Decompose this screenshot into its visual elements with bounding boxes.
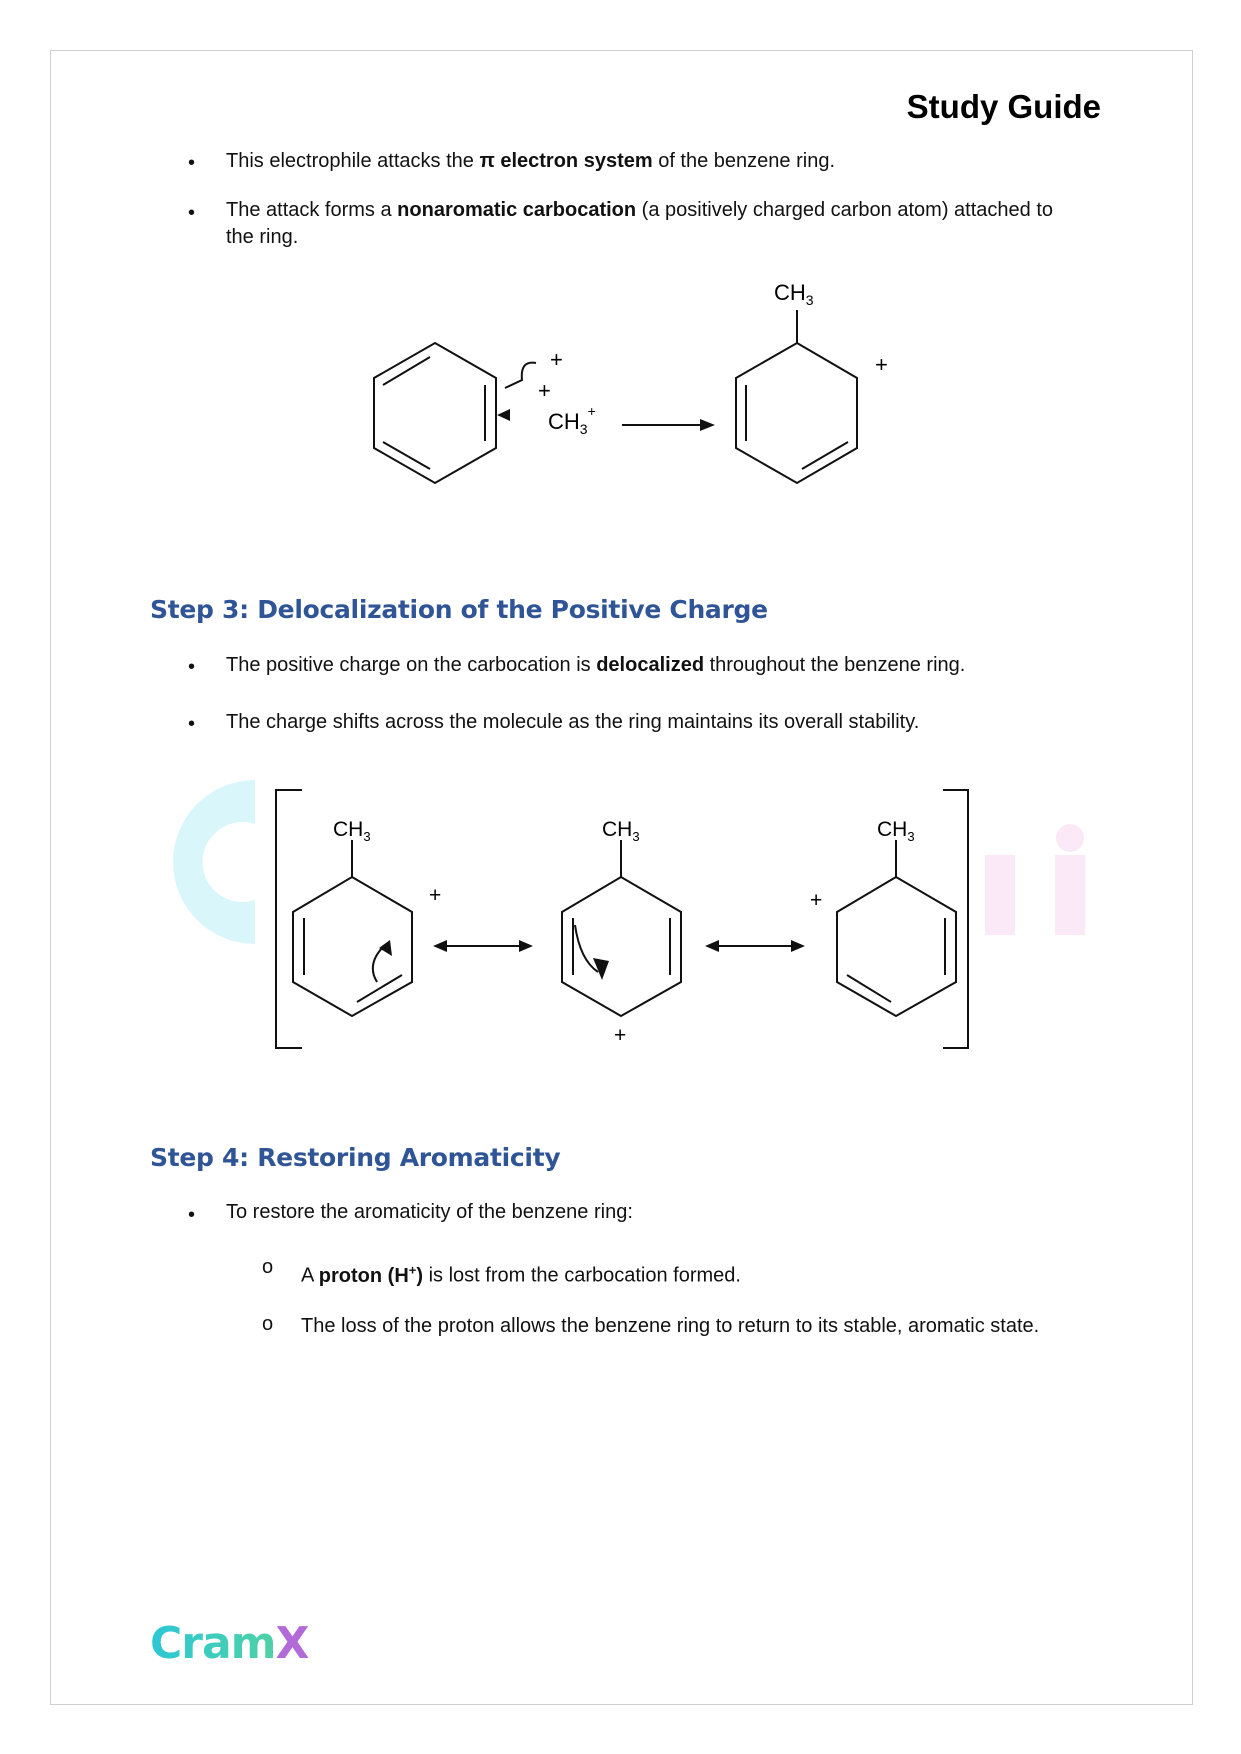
bullet-marker: • xyxy=(188,202,196,224)
bullet-marker: • xyxy=(188,713,196,735)
subbullet-proton-lost: A proton (H+) is lost from the carbocation formed. xyxy=(301,1262,741,1287)
curved-arrow-2 xyxy=(575,925,598,972)
electrophilic-attack-diagram xyxy=(350,275,910,525)
benzene-ring xyxy=(374,343,496,483)
watermark-letter-c xyxy=(173,780,255,944)
bullet-restore-aromaticity: To restore the aromaticity of the benzene ring: xyxy=(226,1201,633,1223)
subbullet-return-stable: The loss of the proton allows the benzene ring to return to its stable, aromatic state. xyxy=(301,1315,1040,1337)
curved-attack-arrow xyxy=(505,363,536,388)
cramx-logo: CramX xyxy=(150,1618,309,1669)
step3-heading: Step 3: Delocalization of the Positive Charge xyxy=(150,595,768,624)
watermark-letter-i xyxy=(1055,855,1085,935)
document-title: Study Guide xyxy=(906,88,1101,125)
subbullet-marker: o xyxy=(262,1313,274,1335)
charge-plus-1: + xyxy=(429,884,442,907)
resonance-ring-3 xyxy=(837,877,956,1016)
step4-heading: Step 4: Restoring Aromaticity xyxy=(150,1143,561,1172)
charge-plus-3: + xyxy=(810,889,823,912)
methyl-cation-label: $CH_3^+$ xyxy=(548,403,596,437)
ch3-label-3: $CH_3$ xyxy=(877,818,915,844)
carbocation-plus: + xyxy=(875,352,888,377)
curved-arrowhead-1 xyxy=(379,940,392,956)
ch3-label-2: $CH_3$ xyxy=(602,818,640,844)
bullet-marker: • xyxy=(188,152,196,174)
reaction-arrowhead xyxy=(700,419,715,431)
ring-plus-label: + xyxy=(538,378,551,403)
watermark-letter-a xyxy=(985,855,1015,935)
bullet-marker: • xyxy=(188,656,196,678)
carbocation-ring xyxy=(736,343,857,483)
curved-arrow-1 xyxy=(373,946,384,982)
attack-arrowhead xyxy=(497,409,510,421)
subbullet-marker: o xyxy=(262,1256,274,1278)
left-bracket xyxy=(276,790,302,1048)
watermark-dot xyxy=(1056,824,1084,852)
ring-plus-label-top: + xyxy=(550,347,563,372)
bullet-electrophile-attack: This electrophile attacks the π electron system of the benzene ring. xyxy=(226,150,835,172)
bullet-charge-shifts: The charge shifts across the molecule as the ring maintains its overall stability. xyxy=(226,711,920,733)
resonance-structures-diagram xyxy=(150,760,1100,1060)
resonance-ring-1 xyxy=(293,877,412,1016)
charge-plus-2: + xyxy=(614,1024,627,1047)
bullet-carbocation-forms: The attack forms a nonaromatic carbocation (a positively charged carbon atom) attached to the ring. xyxy=(226,199,1054,248)
methyl-group-label: $CH_3$ xyxy=(774,280,814,308)
ch3-label-1: $CH_3$ xyxy=(333,818,371,844)
bullet-marker: • xyxy=(188,1204,196,1226)
bullet-charge-delocalized: The positive charge on the carbocation is delocalized throughout the benzene ring. xyxy=(226,654,966,676)
